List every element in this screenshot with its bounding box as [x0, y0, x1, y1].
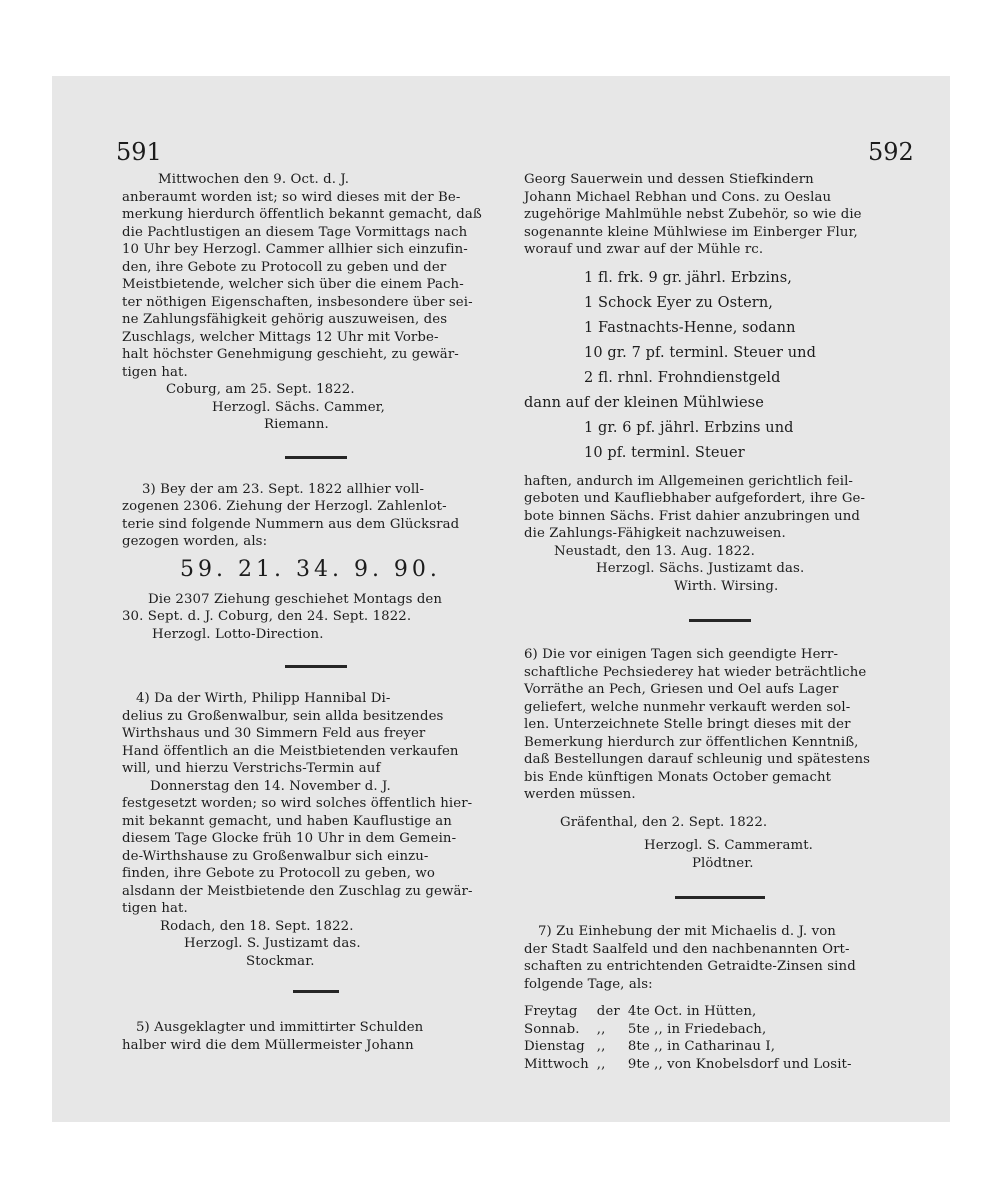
text-line: Wirthshaus und 30 Simmern Feld aus freyer [122, 726, 426, 741]
section-divider [689, 619, 751, 622]
text-line: Vorräthe an Pech, Griesen und Oel aufs Lager [524, 682, 839, 697]
section-divider [675, 896, 765, 899]
section-divider [293, 990, 339, 993]
text-line: schaften zu entrichtenden Getraidte-Zinsen sind [524, 959, 856, 974]
text-line: Bemerkung hierdurch zur öffentlichen Kenntniß, [524, 734, 859, 750]
text-line: Meistbietende, welcher sich über die einem Pach- [122, 277, 464, 292]
signature-name: Plödtner. [692, 855, 754, 871]
text-line: tigen hat. [122, 901, 188, 916]
text-line: ter nöthigen Eigenschaften, insbesondere über sei- [122, 294, 473, 310]
text-line: folgende Tage, als: [524, 976, 653, 992]
text-line: zogenen 2306. Ziehung der Herzogl. Zahlenlot- [122, 499, 447, 514]
text-line: gezogen worden, als: [122, 534, 268, 549]
text-line: der Stadt Saalfeld und den nachbenannten Ort- [524, 941, 850, 957]
collection-schedule [524, 1003, 860, 1073]
text-line: len. Unterzeichnete Stelle bringt dieses mit der [524, 717, 851, 732]
notice-date-line: Mittwochen den 9. Oct. d. J. [158, 172, 350, 187]
duty-line: 1 fl. frk. 9 gr. jährl. Erbzins, [584, 269, 792, 286]
text-line: daß Bestellungen darauf schleunig und spätestens [524, 752, 871, 767]
signature-office: Herzogl. S. Justizamt das. [184, 936, 361, 951]
text-line: zugehörige Mahlmühle nebst Zubehör, so wie die [524, 207, 862, 222]
signature-name: Stockmar. [246, 953, 315, 969]
section-divider [285, 665, 347, 668]
text-line: 5) Ausgeklagter und immittirter Schulden [136, 1020, 424, 1035]
schedule-row [524, 1056, 860, 1074]
text-line: den, ihre Gebote zu Protocoll zu geben und der [122, 259, 447, 275]
duty-line: 1 Schock Eyer zu Ostern, [584, 294, 773, 311]
page-number-left: 591 [116, 138, 162, 166]
text-line: festgesetzt worden; so wird solches öffentlich hier- [122, 796, 473, 811]
schedule-row [524, 1038, 860, 1056]
text-line: halt höchster Genehmigung geschieht, zu gewär- [122, 347, 459, 362]
section-divider [285, 456, 347, 459]
schedule-place: 4te Oct. in Hütten, [627, 1004, 757, 1019]
text-line: 6) Die vor einigen Tagen sich geendigte Herr- [524, 647, 839, 662]
text-line: bote binnen Sächs. Frist dahier anzubringen und [524, 508, 861, 524]
signature-office: Herzogl. Sächs. Justizamt das. [596, 561, 805, 576]
text-line: die Zahlungs-Fähigkeit nachzuweisen. [524, 526, 786, 541]
text-line: merkung hierdurch öffentlich bekannt gemacht, daß [122, 207, 482, 222]
schedule-article: ,, [596, 1056, 606, 1072]
schedule-day: Sonnab. [524, 1021, 580, 1037]
lottery-numbers: 59. 21. 34. 9. 90. [180, 556, 441, 582]
text-line: 3) Bey der am 23. Sept. 1822 allhier voll- [142, 481, 425, 497]
text-line: will, und hierzu Verstrichs-Termin auf [122, 761, 381, 776]
text-line: schaftliche Pechsiederey hat wieder beträchtliche [524, 664, 867, 680]
duty-line: 10 gr. 7 pf. terminl. Steuer und [584, 344, 816, 361]
schedule-row [524, 1021, 860, 1039]
text-line: Georg Sauerwein und dessen Stiefkindern [524, 172, 814, 187]
text-line: geliefert, welche nunmehr verkauft werden sol- [524, 699, 851, 715]
duty-heading: dann auf der kleinen Mühlwiese [524, 394, 764, 411]
left-column [122, 171, 510, 1054]
signature-place-date: Rodach, den 18. Sept. 1822. [160, 918, 354, 934]
schedule-article: der [596, 1004, 620, 1019]
text-line: alsdann der Meistbietende den Zuschlag zu gewär- [122, 883, 473, 899]
page-number-right: 592 [868, 138, 914, 166]
text-line: diesem Tage Glocke früh 10 Uhr in dem Gemein- [122, 831, 457, 846]
text-line: Die 2307 Ziehung geschiehet Montags den [148, 591, 443, 607]
text-line: Zuschlags, welcher Mittags 12 Uhr mit Vorbe- [122, 329, 439, 345]
schedule-article: ,, [596, 1021, 606, 1037]
text-line: die Pachtlustigen an diesem Tage Vormittags nach [122, 224, 468, 240]
scanned-page [52, 76, 950, 1122]
text-line: geboten und Kaufliebhaber aufgefordert, ihre Ge- [524, 491, 866, 506]
text-line: Donnerstag den 14. November d. J. [150, 778, 391, 794]
text-line: tigen hat. [122, 364, 188, 380]
text-line: 7) Zu Einhebung der mit Michaelis d. J. von [538, 924, 836, 939]
schedule-place: 5te ,, in Friedebach, [627, 1021, 767, 1037]
text-line: mit bekannt gemacht, und haben Kauflustige an [122, 813, 452, 829]
text-line: terie sind folgende Nummern aus dem Glücksrad [122, 516, 460, 532]
right-column [524, 171, 916, 1073]
text-line: halber wird die dem Müllermeister Johann [122, 1037, 414, 1053]
duty-line: 2 fl. rhnl. Frohndienstgeld [584, 369, 781, 386]
text-line: Hand öffentlich an die Meistbietenden verkaufen [122, 743, 459, 759]
schedule-row [524, 1003, 860, 1021]
text-line: werden müssen. [524, 787, 636, 802]
text-line: worauf und zwar auf der Mühle rc. [524, 242, 764, 257]
signature-place-date: Coburg, am 25. Sept. 1822. [166, 382, 355, 397]
text-line: bis Ende künftigen Monats October gemacht [524, 769, 832, 785]
signature-name: Riemann. [264, 417, 329, 432]
text-line: delius zu Großenwalbur, sein allda besitzendes [122, 708, 444, 724]
text-line: ne Zahlungsfähigkeit gehörig auszuweisen, des [122, 312, 448, 327]
signature-office: Herzogl. Sächs. Cammer, [212, 399, 385, 415]
schedule-place: 8te ,, in Catharinau I, [627, 1039, 776, 1054]
text-line: sogenannte kleine Mühlwiese im Einberger Flur, [524, 224, 858, 240]
text-line: 10 Uhr bey Herzogl. Cammer allhier sich einzufin- [122, 242, 468, 257]
text-line: 30. Sept. d. J. Coburg, den 24. Sept. 1822. [122, 609, 412, 624]
signature-office: Herzogl. Lotto-Direction. [152, 626, 324, 642]
schedule-day: Mittwoch [524, 1056, 589, 1072]
schedule-place: 9te ,, von Knobelsdorf und Losit- [627, 1056, 852, 1072]
signature-place-date: Gräfenthal, den 2. Sept. 1822. [560, 814, 768, 830]
text-line: haften, andurch im Allgemeinen gerichtlich feil- [524, 473, 854, 489]
duty-line: 1 Fastnachts-Henne, sodann [584, 319, 796, 336]
schedule-article: ,, [596, 1039, 606, 1054]
text-line: de-Wirthshause zu Großenwalbur sich einzu- [122, 848, 429, 864]
text-line: finden, ihre Gebote zu Protocoll zu geben, wo [122, 866, 435, 881]
duty-line: 1 gr. 6 pf. jährl. Erbzins und [584, 419, 794, 436]
schedule-day: Dienstag [524, 1039, 585, 1054]
duty-line: 10 pf. terminl. Steuer [584, 444, 745, 461]
signature-name: Wirth. Wirsing. [674, 578, 779, 594]
text-line: Johann Michael Rebhan und Cons. zu Oeslau [524, 189, 832, 205]
signature-place-date: Neustadt, den 13. Aug. 1822. [554, 543, 756, 559]
text-line: anberaumt worden ist; so wird dieses mit der Be- [122, 189, 461, 205]
signature-office: Herzogl. S. Cammeramt. [644, 838, 813, 853]
text-line: 4) Da der Wirth, Philipp Hannibal Di- [136, 691, 391, 706]
schedule-day: Freytag [524, 1004, 578, 1019]
